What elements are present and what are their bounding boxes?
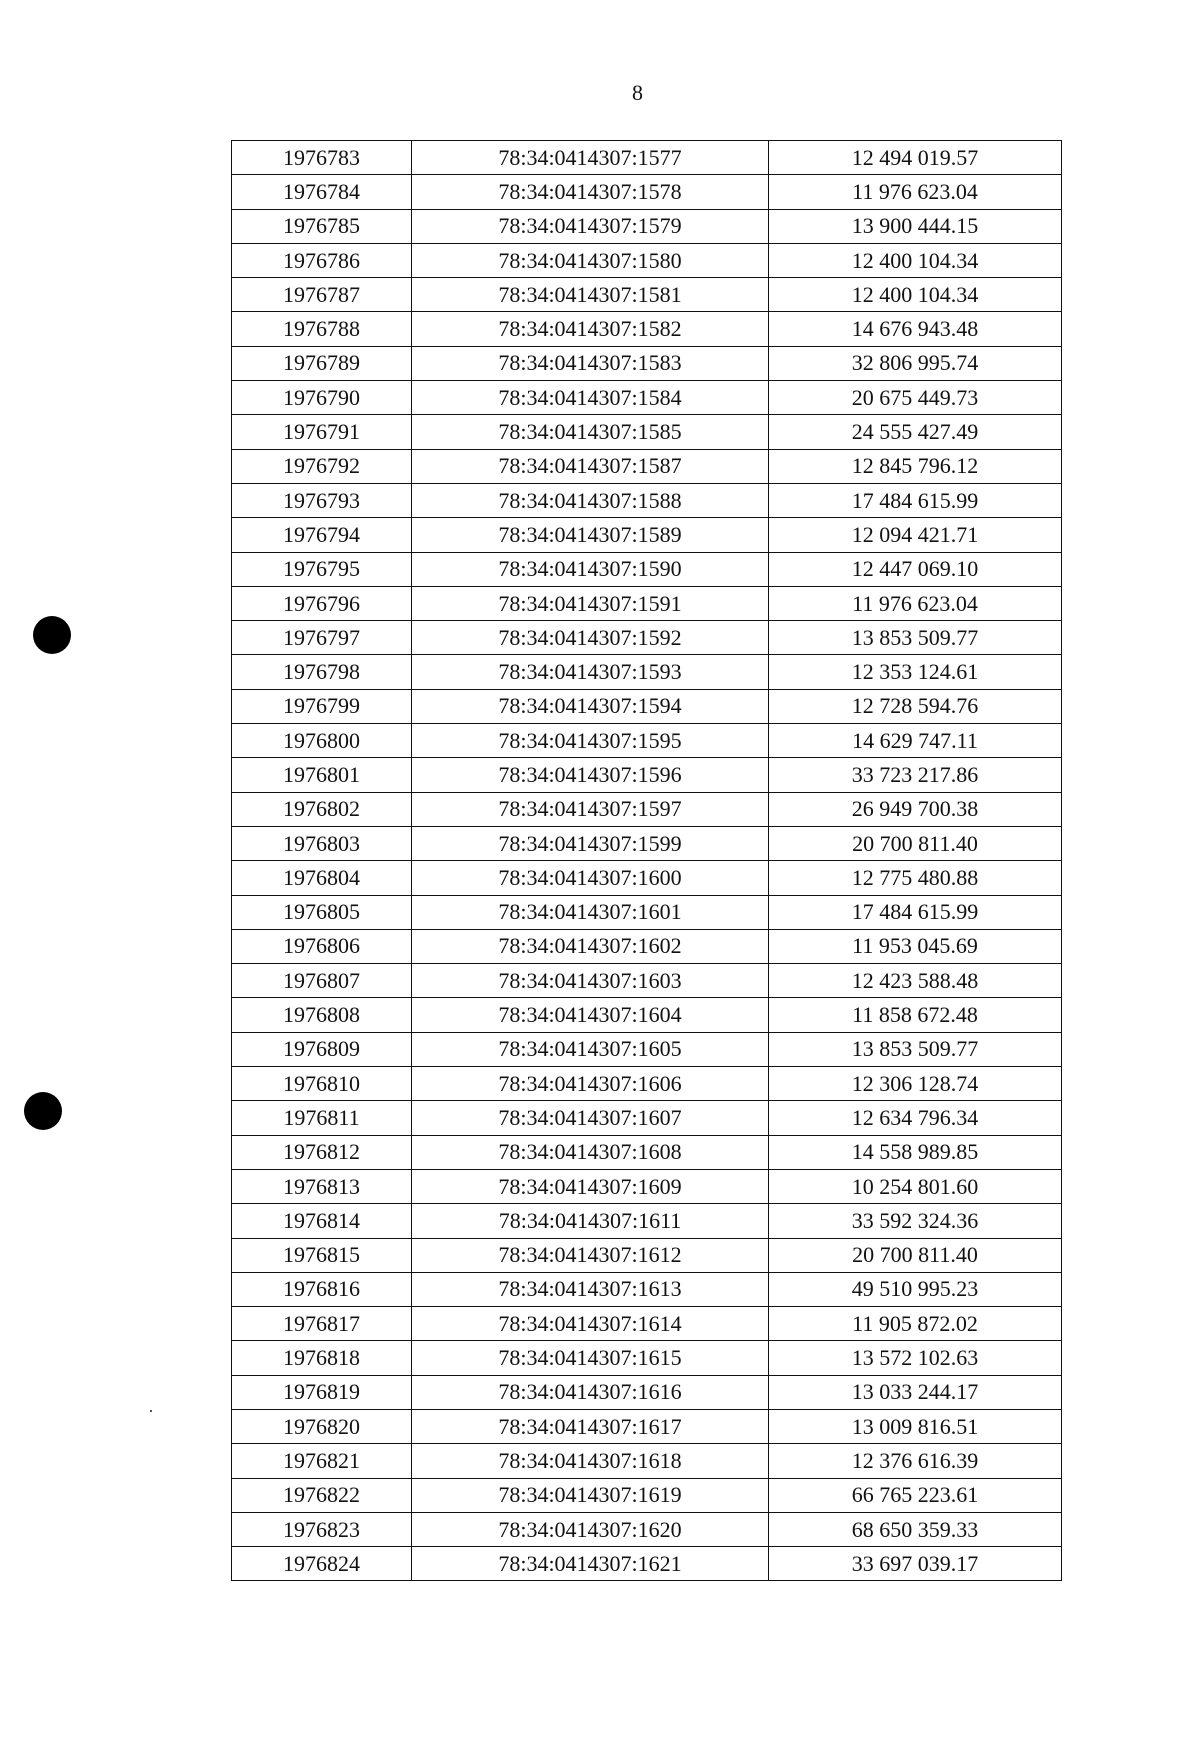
record-number-cell: 1976822: [232, 1478, 412, 1512]
cadastral-number-cell: 78:34:0414307:1604: [412, 998, 769, 1032]
table-row: [232, 861, 1062, 895]
table-row: [232, 312, 1062, 346]
cadastral-number-cell: 78:34:0414307:1581: [412, 278, 769, 312]
cadastral-number-cell: 78:34:0414307:1588: [412, 483, 769, 517]
cadastral-number-cell: 78:34:0414307:1592: [412, 621, 769, 655]
table-row: [232, 1307, 1062, 1341]
cadastral-value-cell: 12 400 104.34: [769, 278, 1062, 312]
cadastral-value-cell: 12 306 128.74: [769, 1067, 1062, 1101]
record-number-cell: 1976817: [232, 1307, 412, 1341]
cadastral-value-cell: 11 976 623.04: [769, 586, 1062, 620]
record-number-cell: 1976802: [232, 792, 412, 826]
cadastral-number-cell: 78:34:0414307:1617: [412, 1409, 769, 1443]
cadastral-number-cell: 78:34:0414307:1599: [412, 826, 769, 860]
record-number-cell: 1976813: [232, 1169, 412, 1203]
table-row: [232, 1101, 1062, 1135]
cadastral-value-cell: 13 900 444.15: [769, 209, 1062, 243]
cadastral-value-cell: 10 254 801.60: [769, 1169, 1062, 1203]
cadastral-number-cell: 78:34:0414307:1591: [412, 586, 769, 620]
cadastral-number-cell: 78:34:0414307:1609: [412, 1169, 769, 1203]
table-row: [232, 278, 1062, 312]
cadastral-value-cell: 13 572 102.63: [769, 1341, 1062, 1375]
cadastral-value-cell: 20 700 811.40: [769, 1238, 1062, 1272]
record-number-cell: 1976793: [232, 483, 412, 517]
table-row: [232, 1169, 1062, 1203]
record-number-cell: 1976811: [232, 1101, 412, 1135]
cadastral-number-cell: 78:34:0414307:1611: [412, 1204, 769, 1238]
table-row: [232, 724, 1062, 758]
cadastral-value-cell: 12 447 069.10: [769, 552, 1062, 586]
table-row: [232, 1032, 1062, 1066]
table-row: [232, 243, 1062, 277]
cadastral-value-cell: 12 845 796.12: [769, 449, 1062, 483]
cadastral-value-cell: 68 650 359.33: [769, 1512, 1062, 1546]
cadastral-value-cell: 12 775 480.88: [769, 861, 1062, 895]
record-number-cell: 1976824: [232, 1547, 412, 1581]
cadastral-number-cell: 78:34:0414307:1616: [412, 1375, 769, 1409]
record-number-cell: 1976801: [232, 758, 412, 792]
record-number-cell: 1976784: [232, 175, 412, 209]
cadastral-number-cell: 78:34:0414307:1607: [412, 1101, 769, 1135]
cadastral-number-cell: 78:34:0414307:1614: [412, 1307, 769, 1341]
cadastral-number-cell: 78:34:0414307:1593: [412, 655, 769, 689]
record-number-cell: 1976816: [232, 1272, 412, 1306]
cadastral-number-cell: 78:34:0414307:1590: [412, 552, 769, 586]
cadastral-value-cell: 12 728 594.76: [769, 689, 1062, 723]
cadastral-value-cell: 33 723 217.86: [769, 758, 1062, 792]
table-row: [232, 518, 1062, 552]
record-number-cell: 1976787: [232, 278, 412, 312]
record-number-cell: 1976792: [232, 449, 412, 483]
cadastral-number-cell: 78:34:0414307:1579: [412, 209, 769, 243]
cadastral-number-cell: 78:34:0414307:1602: [412, 929, 769, 963]
cadastral-number-cell: 78:34:0414307:1615: [412, 1341, 769, 1375]
table-row: [232, 415, 1062, 449]
cadastral-value-cell: 11 905 872.02: [769, 1307, 1062, 1341]
cadastral-number-cell: 78:34:0414307:1601: [412, 895, 769, 929]
record-number-cell: 1976805: [232, 895, 412, 929]
table-row: [232, 1409, 1062, 1443]
cadastral-number-cell: 78:34:0414307:1582: [412, 312, 769, 346]
cadastral-number-cell: 78:34:0414307:1578: [412, 175, 769, 209]
table-row: [232, 1135, 1062, 1169]
table-row: [232, 1341, 1062, 1375]
cadastral-number-cell: 78:34:0414307:1589: [412, 518, 769, 552]
table-row: [232, 552, 1062, 586]
cadastral-value-cell: 33 592 324.36: [769, 1204, 1062, 1238]
table-row: [232, 1272, 1062, 1306]
table-row: [232, 586, 1062, 620]
punch-hole-mark: [24, 1092, 62, 1130]
cadastral-value-cell: 13 853 509.77: [769, 1032, 1062, 1066]
cadastral-number-cell: 78:34:0414307:1606: [412, 1067, 769, 1101]
record-number-cell: 1976812: [232, 1135, 412, 1169]
cadastral-value-cell: 12 400 104.34: [769, 243, 1062, 277]
cadastral-number-cell: 78:34:0414307:1600: [412, 861, 769, 895]
cadastral-value-cell: 33 697 039.17: [769, 1547, 1062, 1581]
cadastral-value-cell: 32 806 995.74: [769, 346, 1062, 380]
cadastral-value-cell: 17 484 615.99: [769, 483, 1062, 517]
cadastral-number-cell: 78:34:0414307:1596: [412, 758, 769, 792]
record-number-cell: 1976796: [232, 586, 412, 620]
table-row: [232, 346, 1062, 380]
cadastral-number-cell: 78:34:0414307:1580: [412, 243, 769, 277]
record-number-cell: 1976820: [232, 1409, 412, 1443]
cadastral-number-cell: 78:34:0414307:1620: [412, 1512, 769, 1546]
cadastral-value-cell: 49 510 995.23: [769, 1272, 1062, 1306]
cadastral-value-cell: 12 634 796.34: [769, 1101, 1062, 1135]
record-number-cell: 1976798: [232, 655, 412, 689]
table-row: [232, 449, 1062, 483]
cadastral-number-cell: 78:34:0414307:1618: [412, 1444, 769, 1478]
cadastral-value-cell: 11 858 672.48: [769, 998, 1062, 1032]
cadastral-value-cell: 14 676 943.48: [769, 312, 1062, 346]
record-number-cell: 1976795: [232, 552, 412, 586]
cadastral-value-cell: 12 094 421.71: [769, 518, 1062, 552]
cadastral-value-cell: 12 353 124.61: [769, 655, 1062, 689]
cadastral-number-cell: 78:34:0414307:1605: [412, 1032, 769, 1066]
cadastral-value-cell: 12 376 616.39: [769, 1444, 1062, 1478]
table-row: [232, 895, 1062, 929]
record-number-cell: 1976785: [232, 209, 412, 243]
record-number-cell: 1976819: [232, 1375, 412, 1409]
table-row: [232, 1204, 1062, 1238]
record-number-cell: 1976818: [232, 1341, 412, 1375]
cadastral-value-cell: 17 484 615.99: [769, 895, 1062, 929]
cadastral-number-cell: 78:34:0414307:1595: [412, 724, 769, 758]
cadastral-value-cell: 66 765 223.61: [769, 1478, 1062, 1512]
record-number-cell: 1976797: [232, 621, 412, 655]
cadastral-number-cell: 78:34:0414307:1621: [412, 1547, 769, 1581]
cadastral-value-cell: 12 423 588.48: [769, 964, 1062, 998]
cadastral-value-cell: 13 009 816.51: [769, 1409, 1062, 1443]
record-number-cell: 1976794: [232, 518, 412, 552]
table-row: [232, 1512, 1062, 1546]
scan-speck: [150, 1410, 152, 1412]
page-number: 8: [632, 80, 643, 105]
cadastral-value-table: [231, 140, 1062, 1581]
table-row: [232, 964, 1062, 998]
table-row: [232, 209, 1062, 243]
table-body: [232, 141, 1062, 1581]
record-number-cell: 1976791: [232, 415, 412, 449]
cadastral-value-cell: 20 675 449.73: [769, 381, 1062, 415]
cadastral-value-cell: 13 033 244.17: [769, 1375, 1062, 1409]
record-number-cell: 1976823: [232, 1512, 412, 1546]
table-row: [232, 929, 1062, 963]
table-row: [232, 1238, 1062, 1272]
cadastral-number-cell: 78:34:0414307:1608: [412, 1135, 769, 1169]
table-row: [232, 381, 1062, 415]
table-row: [232, 621, 1062, 655]
record-number-cell: 1976800: [232, 724, 412, 758]
table-row: [232, 998, 1062, 1032]
table-row: [232, 758, 1062, 792]
table-row: [232, 175, 1062, 209]
cadastral-value-cell: 12 494 019.57: [769, 141, 1062, 175]
cadastral-value-cell: 20 700 811.40: [769, 826, 1062, 860]
cadastral-value-cell: 26 949 700.38: [769, 792, 1062, 826]
table-row: [232, 141, 1062, 175]
cadastral-number-cell: 78:34:0414307:1585: [412, 415, 769, 449]
record-number-cell: 1976807: [232, 964, 412, 998]
cadastral-value-cell: 24 555 427.49: [769, 415, 1062, 449]
record-number-cell: 1976821: [232, 1444, 412, 1478]
cadastral-value-cell: 11 976 623.04: [769, 175, 1062, 209]
record-number-cell: 1976808: [232, 998, 412, 1032]
record-number-cell: 1976783: [232, 141, 412, 175]
cadastral-number-cell: 78:34:0414307:1584: [412, 381, 769, 415]
record-number-cell: 1976814: [232, 1204, 412, 1238]
record-number-cell: 1976803: [232, 826, 412, 860]
cadastral-value-cell: 14 629 747.11: [769, 724, 1062, 758]
record-number-cell: 1976790: [232, 381, 412, 415]
table-row: [232, 826, 1062, 860]
table-row: [232, 1444, 1062, 1478]
cadastral-number-cell: 78:34:0414307:1597: [412, 792, 769, 826]
record-number-cell: 1976806: [232, 929, 412, 963]
record-number-cell: 1976815: [232, 1238, 412, 1272]
record-number-cell: 1976788: [232, 312, 412, 346]
cadastral-number-cell: 78:34:0414307:1619: [412, 1478, 769, 1512]
cadastral-value-cell: 11 953 045.69: [769, 929, 1062, 963]
table-row: [232, 1478, 1062, 1512]
record-number-cell: 1976786: [232, 243, 412, 277]
cadastral-number-cell: 78:34:0414307:1594: [412, 689, 769, 723]
table-row: [232, 792, 1062, 826]
table-row: [232, 483, 1062, 517]
cadastral-number-cell: 78:34:0414307:1587: [412, 449, 769, 483]
cadastral-number-cell: 78:34:0414307:1577: [412, 141, 769, 175]
table-row: [232, 1067, 1062, 1101]
cadastral-number-cell: 78:34:0414307:1603: [412, 964, 769, 998]
record-number-cell: 1976809: [232, 1032, 412, 1066]
record-number-cell: 1976810: [232, 1067, 412, 1101]
table-row: [232, 655, 1062, 689]
table-row: [232, 1547, 1062, 1581]
punch-hole-mark: [33, 616, 71, 654]
cadastral-value-cell: 13 853 509.77: [769, 621, 1062, 655]
cadastral-number-cell: 78:34:0414307:1613: [412, 1272, 769, 1306]
record-number-cell: 1976799: [232, 689, 412, 723]
cadastral-value-cell: 14 558 989.85: [769, 1135, 1062, 1169]
table-row: [232, 1375, 1062, 1409]
record-number-cell: 1976804: [232, 861, 412, 895]
cadastral-number-cell: 78:34:0414307:1612: [412, 1238, 769, 1272]
table-row: [232, 689, 1062, 723]
cadastral-number-cell: 78:34:0414307:1583: [412, 346, 769, 380]
record-number-cell: 1976789: [232, 346, 412, 380]
